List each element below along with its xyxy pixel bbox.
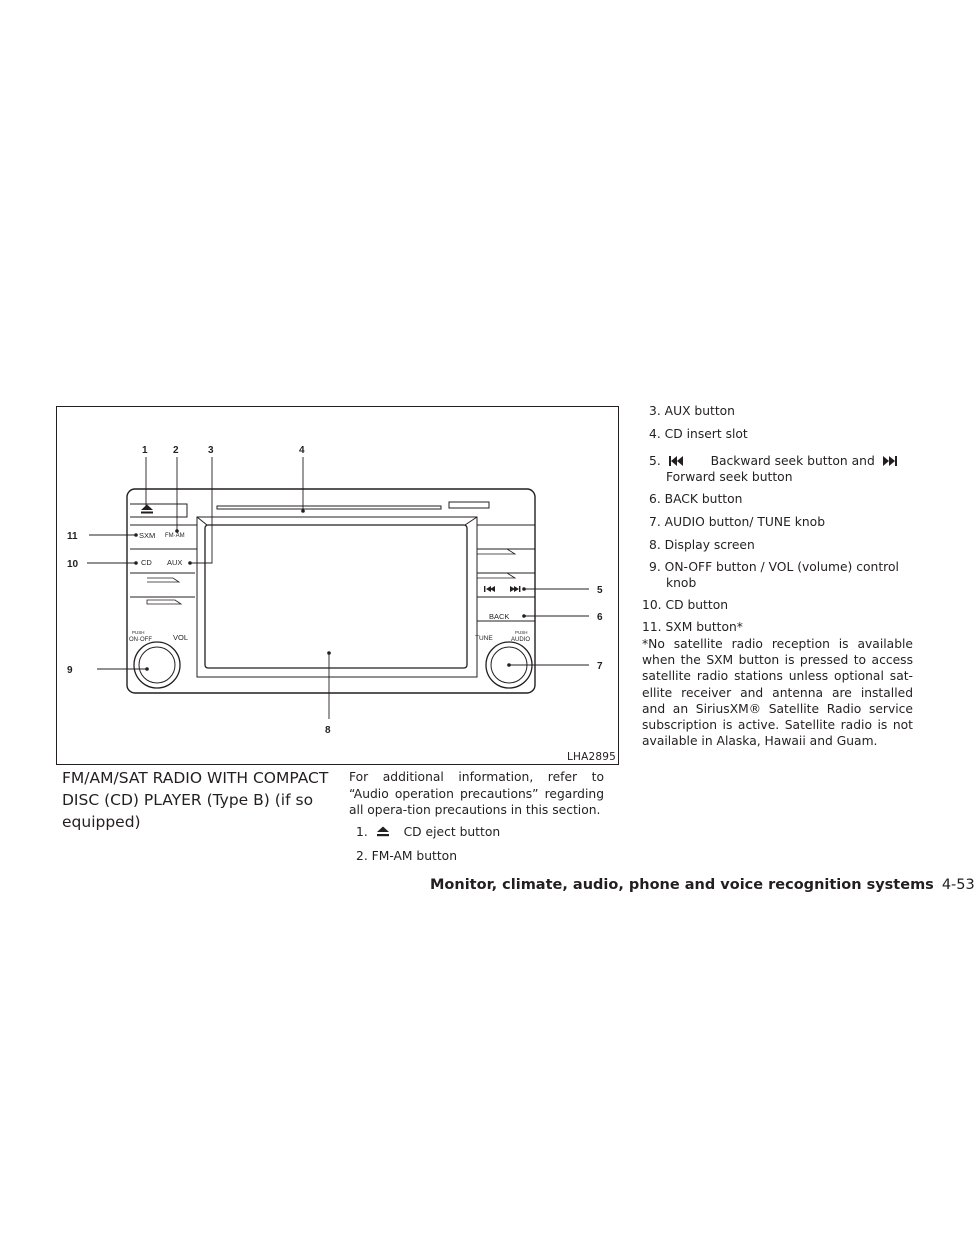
callout-2: 2 <box>173 445 179 456</box>
label-on-off: ON·OFF <box>129 637 152 643</box>
intro-paragraph: For additional information, refer to “Audio operation precautions” regarding all opera-tion precautions in this section. <box>349 770 604 817</box>
callout-8: 8 <box>325 725 331 736</box>
label-push-right: PUSH <box>515 630 528 635</box>
list-item-7: 7. AUDIO button/ TUNE knob <box>649 515 825 529</box>
panel-seek-icons <box>484 586 520 592</box>
list-item-11: 11. SXM button* <box>642 620 743 634</box>
page-footer <box>430 877 975 893</box>
eject-icon <box>376 826 390 837</box>
label-back: BACK <box>489 612 510 621</box>
volume-knob <box>134 642 180 688</box>
radio-panel-figure <box>56 406 619 765</box>
page-number: 4-53 <box>941 877 975 893</box>
list-item-8: 8. Display screen <box>649 538 755 552</box>
callout-5: 5 <box>597 585 603 596</box>
figure-code: LHA2895 <box>566 751 616 763</box>
display-screen <box>205 525 467 668</box>
callout-6: 6 <box>597 612 603 623</box>
callout-9: 9 <box>67 665 73 676</box>
callout-1: 1 <box>142 445 148 456</box>
label-sxm: SXM <box>139 531 156 540</box>
callout-4: 4 <box>299 445 305 456</box>
label-cd: CD <box>141 558 152 567</box>
seek-backward-icon <box>669 456 683 466</box>
label-push-left: PUSH <box>132 630 145 635</box>
callout-3: 3 <box>208 445 214 456</box>
label-audio: AUDIO <box>511 637 531 643</box>
label-fm-am: FM·AM <box>165 533 185 539</box>
list-item-3: 3. AUX button <box>649 404 735 418</box>
list-item-5: 5. Backward seek button and Forward seek button <box>649 453 913 485</box>
list-item-6: 6. BACK button <box>649 492 743 506</box>
chapter-title: Monitor, climate, audio, phone and voice recognition systems <box>430 877 934 893</box>
callout-11: 11 <box>67 531 78 542</box>
label-aux: AUX <box>167 558 183 567</box>
section-title: FM/AM/SAT RADIO WITH COMPACT DISC (CD) PLAYER (Type B) (if so equipped) <box>62 769 329 831</box>
list-item-2: 2. FM-AM button <box>356 849 457 863</box>
seek-forward-icon <box>883 456 897 466</box>
cd-slot <box>217 506 441 509</box>
label-vol: VOL <box>173 633 189 642</box>
eject-button-outline <box>130 504 187 517</box>
list-item-1: 1. CD eject button <box>356 825 501 839</box>
slot-indicator <box>449 502 489 508</box>
label-tune: TUNE <box>475 635 493 642</box>
callout-7: 7 <box>597 661 603 672</box>
screen-bezel <box>197 517 477 677</box>
list-item-10: 10. CD button <box>642 598 729 612</box>
list-item-9: 9. ON-OFF button / VOL (volume) control knob <box>649 560 899 590</box>
list-item-4: 4. CD insert slot <box>649 427 748 441</box>
radio-panel-illustration <box>57 407 620 766</box>
callout-10: 10 <box>67 559 79 570</box>
satellite-footnote: *No satellite radio reception is available when the SXM button is pressed to access satellite radio stations unless optional sat-ellite receiver and antenna are installed and an SiriusXM® Satellite Radio service subscription is active. Satellite radio is not available in Alaska, Hawaii and Guam. <box>642 637 913 749</box>
